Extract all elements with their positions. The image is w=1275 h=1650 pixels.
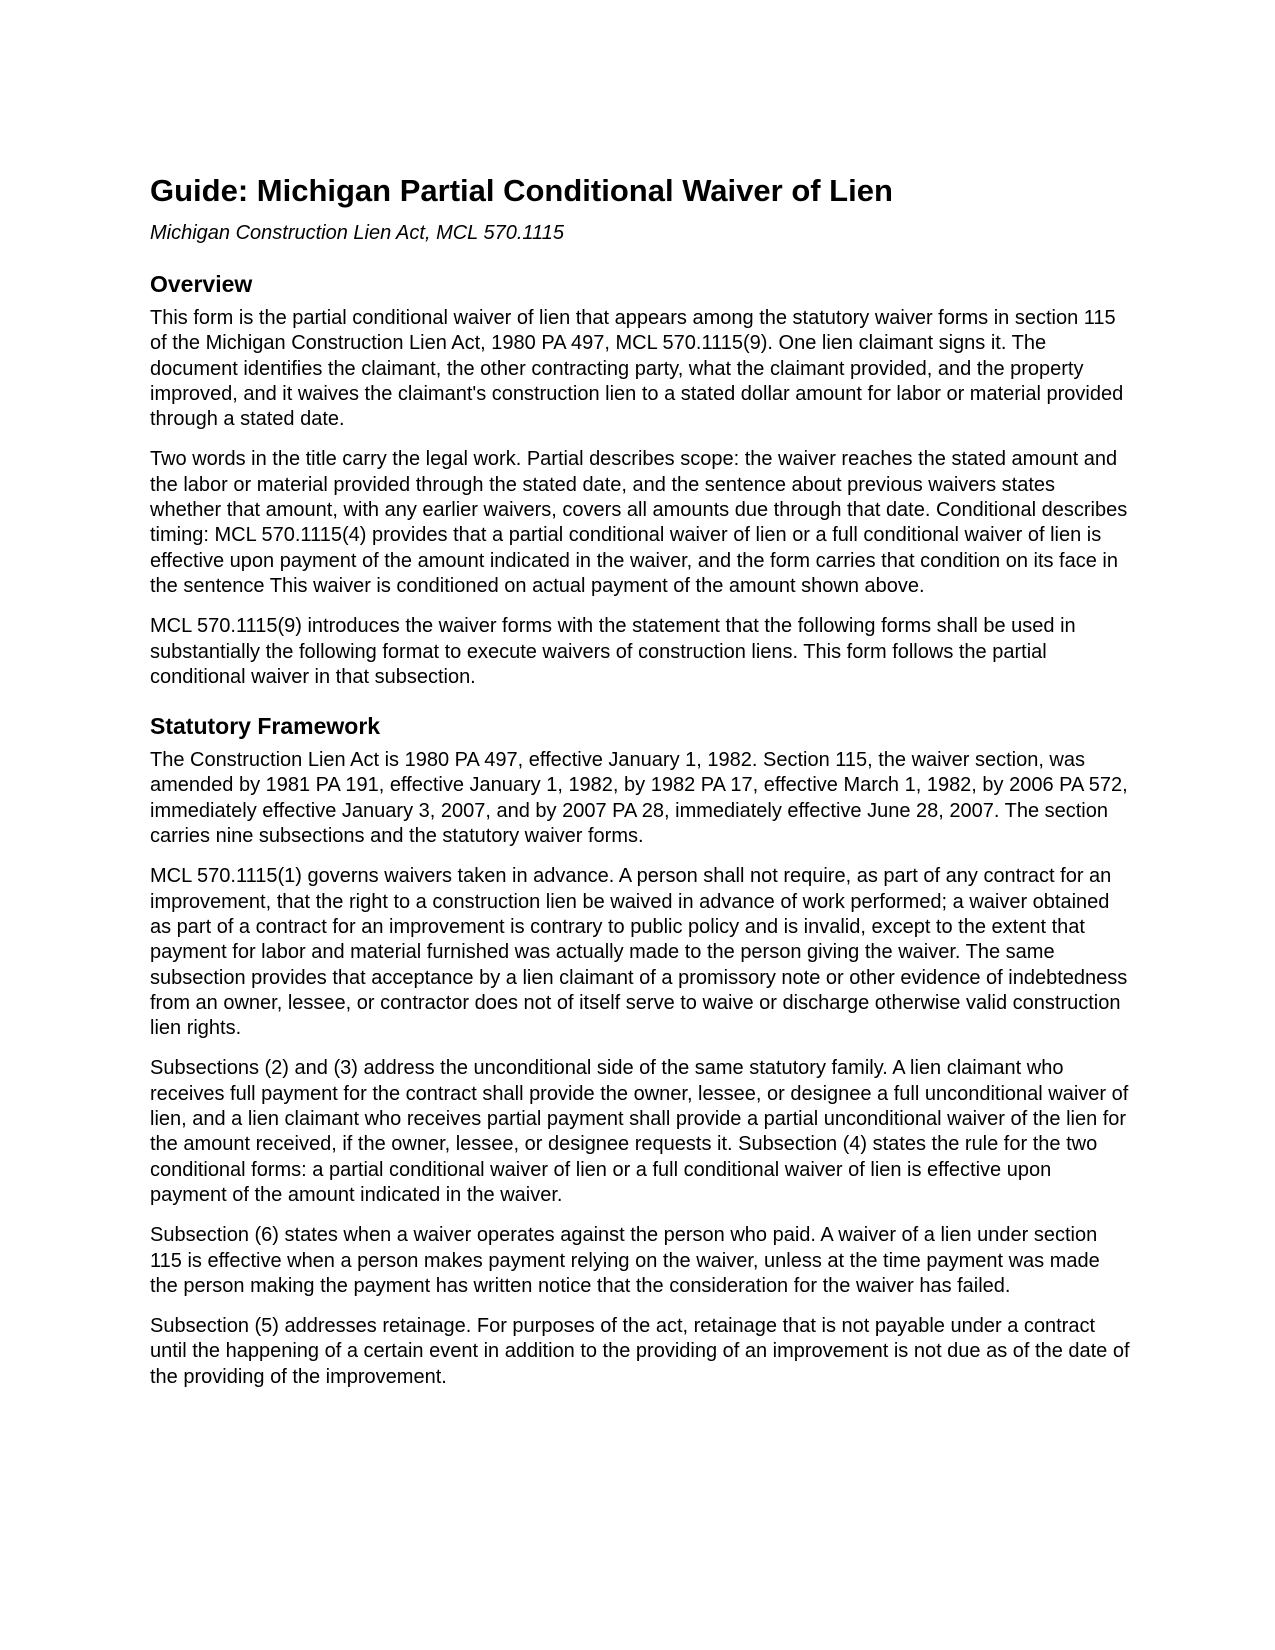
document-title: Guide: Michigan Partial Conditional Waiver of Lien [150, 173, 893, 208]
paragraph: MCL 570.1115(1) governs waivers taken in advance. A person shall not require, as part of any contract for an improvement, that the right to a construction lien be waived in advance of work performed; a waiver obtained as part of a contract for an improvement is contrary to public policy and is invalid, except to the extent that payment for labor and material furnished was actually made to the person giving the waiver. The same subsection provides that acceptance by a lien claimant of a promissory note or other evidence of indebtedness from an owner, lessee, or contractor does not of itself serve to waive or discharge otherwise valid construction lien rights. [150, 865, 1128, 1040]
paragraph: The Construction Lien Act is 1980 PA 497, effective January 1, 1982. Section 115, the waiver section, was amended by 1981 PA 191, effective January 1, 1982, by 1982 PA 17, effective March 1, 1982, by 2006 PA 572, immediately effective January 3, 2007, and by 2007 PA 28, immediately effective June 28, 2007. The section carries nine subsections and the statutory waiver forms. [150, 749, 1128, 848]
paragraph: Subsection (5) addresses retainage. For purposes of the act, retainage that is not payable under a contract until the happening of a certain event in addition to the providing of an improvement is not due as of the date of the providing of the improvement. [150, 1315, 1130, 1388]
section-overview [150, 270, 1130, 690]
paragraph: Subsection (6) states when a waiver operates against the person who paid. A waiver of a lien under section 115 is effective when a person makes payment relying on the waiver, unless at the time payment was made the person making the payment has written notice that the consideration for the waiver has failed. [150, 1224, 1100, 1297]
paragraph: This form is the partial conditional waiver of lien that appears among the statutory waiver forms in section 115 of the Michigan Construction Lien Act, 1980 PA 497, MCL 570.1115(9). One lien claimant signs it. The document identifies the claimant, the other contracting party, what the claimant provided, and the property improved, and it waives the claimant's construction lien to a stated dollar amount for labor or material provided through a stated date. [150, 307, 1124, 431]
paragraph: Two words in the title carry the legal work. Partial describes scope: the waiver reaches the stated amount and the labor or material provided through the stated date, and the sentence about previous waivers states whether that amount, with any earlier waivers, covers all amounts due through that date. Conditional describes timing: MCL 570.1115(4) provides that a partial conditional waiver of lien or a full conditional waiver of lien is effective upon payment of the amount indicated in the waiver, and the form carries that condition on its face in the sentence This waiver is conditioned on actual payment of the amount shown above. [150, 448, 1128, 597]
section-heading: Overview [150, 271, 253, 297]
document-page [150, 172, 1130, 1405]
paragraph: Subsections (2) and (3) address the unconditional side of the same statutory family. A lien claimant who receives full payment for the contract shall provide the owner, lessee, or designee a full unconditional waiver of lien, and a lien claimant who receives partial payment shall provide a partial unconditional waiver of the lien for the amount received, if the owner, lessee, or designee requests it. Subsection (4) states the rule for the two conditional forms: a partial conditional waiver of lien or a full conditional waiver of lien is effective upon payment of the amount indicated in the waiver. [150, 1057, 1129, 1206]
section-heading: Statutory Framework [150, 713, 381, 740]
section-statutory-framework [150, 712, 1130, 1390]
paragraph: MCL 570.1115(9) introduces the waiver forms with the statement that the following forms shall be used in substantially the following format to execute waivers of construction liens. This form follows the partial conditional waiver in that subsection. [150, 615, 1076, 688]
document-subtitle: Michigan Construction Lien Act, MCL 570.1115 [150, 222, 564, 244]
